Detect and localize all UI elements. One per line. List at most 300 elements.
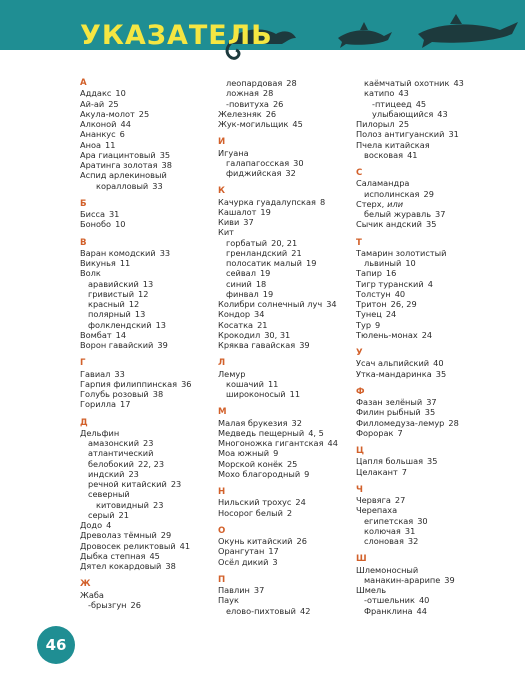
entry-pages: 37 xyxy=(253,585,265,595)
entry-term: Полоз антигуанский xyxy=(356,129,445,140)
index-entry xyxy=(218,289,355,299)
index-entry xyxy=(356,526,516,536)
entry-term: Малая брукезия xyxy=(218,417,288,428)
entry-term: Стерх, xyxy=(356,198,385,209)
entry-term: широконосый xyxy=(226,389,286,399)
entry-term: Аратинга золотая xyxy=(80,160,158,170)
index-column-1 xyxy=(80,78,218,610)
entry-term: белый журавль xyxy=(364,209,432,219)
entry-term: северный xyxy=(88,489,130,500)
index-entry xyxy=(356,456,516,466)
entry-pages: 35 xyxy=(159,149,171,160)
entry-term: исполинская xyxy=(364,188,420,199)
entry-pages: 2 xyxy=(286,507,293,518)
index-entry xyxy=(218,119,355,129)
entry-pages: 33 xyxy=(152,180,163,191)
entry-pages: 19 xyxy=(260,206,271,217)
index-entry xyxy=(218,340,355,350)
index-entry xyxy=(218,330,355,340)
index-entry xyxy=(356,495,516,505)
entry-pages: 39 xyxy=(157,340,168,350)
entry-pages: 21 xyxy=(257,319,268,330)
entry-pages: 23 xyxy=(143,438,154,448)
entry-term: Окунь китайский xyxy=(218,536,293,546)
index-entry xyxy=(218,197,355,207)
entry-pages: 4 xyxy=(106,520,112,530)
entry-term: Жаба xyxy=(80,589,104,600)
index-entry xyxy=(356,189,516,199)
entry-term: восковая xyxy=(364,149,404,160)
entry-term: Саламандра xyxy=(356,178,410,189)
entry-term: Орангутан xyxy=(218,546,265,557)
entry-term: Тритон xyxy=(356,299,387,309)
entry-pages: 22, 23 xyxy=(137,458,165,469)
index-entry xyxy=(218,546,355,556)
index-entry xyxy=(218,320,355,330)
entry-term: Утка-мандаринка xyxy=(356,368,432,379)
index-entry xyxy=(80,448,218,458)
entry-pages: 21 xyxy=(291,247,302,258)
entry-pages: 8 xyxy=(319,196,326,207)
entry-term: Кряква гавайская xyxy=(218,340,296,350)
entry-pages: 29 xyxy=(423,188,434,199)
index-entry xyxy=(80,309,218,319)
entry-pages: 13 xyxy=(142,278,154,289)
entry-term: гренландский xyxy=(226,247,288,258)
entry-term: полосатик малый xyxy=(226,258,302,268)
entry-term: Фазан зелёный xyxy=(356,397,423,407)
entry-term: Бонобо xyxy=(80,219,112,230)
index-column-2 xyxy=(218,78,355,616)
index-entry xyxy=(356,595,516,605)
index-entry xyxy=(356,109,516,119)
entry-term: Дятел кокардовый xyxy=(80,561,162,571)
index-entry xyxy=(356,606,516,616)
entry-term: Дровосек реликтовый xyxy=(80,540,176,551)
entry-term: кошачий xyxy=(226,378,264,389)
index-entry xyxy=(218,369,355,379)
entry-term: синий xyxy=(226,278,252,289)
entry-pages: 7 xyxy=(397,427,403,438)
entry-term: слоновая xyxy=(364,536,404,546)
index-entry xyxy=(356,119,516,129)
index-letter-heading: Н xyxy=(218,487,226,497)
entry-pages: 28 xyxy=(262,88,274,99)
entry-term: колючая xyxy=(364,525,401,536)
entry-pages: 35 xyxy=(424,407,436,418)
entry-pages: 13 xyxy=(155,319,166,330)
index-letter-heading: Ч xyxy=(356,484,363,495)
entry-term: Аддакс xyxy=(80,88,112,99)
entry-term: леопардовая xyxy=(226,78,283,88)
entry-term: катипо xyxy=(364,88,395,99)
index-entry xyxy=(356,358,516,368)
entry-term: белобокий xyxy=(88,458,134,469)
entry-term: Голубь розовый xyxy=(80,389,149,399)
index-letter-heading: Ж xyxy=(80,579,91,590)
index-entry xyxy=(80,590,218,600)
index-letter-heading: Т xyxy=(356,237,362,248)
entry-term: -повитуха xyxy=(226,98,269,109)
entry-pages: 44 xyxy=(416,605,427,616)
entry-pages: 26 xyxy=(272,98,284,109)
entry-pages: 10 xyxy=(115,219,126,230)
index-entry xyxy=(218,389,355,399)
index-entry xyxy=(218,217,355,227)
entry-term: финвал xyxy=(226,288,259,299)
entry-pages: 32 xyxy=(285,168,296,178)
entry-term: улыбающийся xyxy=(372,108,434,119)
entry-term: -птицеед xyxy=(372,98,412,109)
index-entry xyxy=(80,510,218,520)
entry-pages: 39 xyxy=(444,574,455,585)
index-entry xyxy=(356,268,516,278)
entry-pages: 4, 5 xyxy=(308,427,324,438)
index-entry xyxy=(80,181,218,191)
entry-pages: 17 xyxy=(268,546,279,557)
entry-term: Тигр туранский xyxy=(356,278,424,289)
index-entry xyxy=(356,140,516,150)
entry-pages: 35 xyxy=(435,368,447,379)
entry-term: Гавиал xyxy=(80,368,111,379)
index-entry xyxy=(218,227,355,237)
entry-pages: 45 xyxy=(292,119,303,129)
index-entry xyxy=(80,258,218,268)
entry-pages: 25 xyxy=(286,458,298,469)
entry-pages: 31 xyxy=(404,525,416,536)
index-entry xyxy=(218,497,355,507)
entry-pages: 24 xyxy=(385,309,397,320)
entry-pages: 44 xyxy=(120,119,131,129)
index-entry xyxy=(356,565,516,575)
entry-term: Шлемоносный xyxy=(356,564,419,575)
entry-pages: 26 xyxy=(296,536,307,546)
entry-term: фиджийская xyxy=(226,168,282,178)
entry-term: Тамарин золотистый xyxy=(356,247,447,258)
entry-term: Пчела китайская xyxy=(356,139,430,150)
index-letter-heading: О xyxy=(218,525,226,536)
entry-pages: 43 xyxy=(453,78,464,88)
index-entry xyxy=(80,160,218,170)
index-entry xyxy=(80,150,218,160)
entry-term: Филломедуза-лемур xyxy=(356,417,445,428)
index-entry xyxy=(80,340,218,350)
index-letter-heading: К xyxy=(218,186,226,197)
entry-term: Многоножка гигантская xyxy=(218,438,324,448)
entry-term: Целакант xyxy=(356,466,398,477)
entry-term: Ай-ай xyxy=(80,98,105,109)
entry-pages: 37 xyxy=(243,217,254,227)
entry-pages: 16 xyxy=(385,268,397,279)
index-letter-heading: Г xyxy=(80,358,86,369)
entry-pages: 30, 31 xyxy=(264,329,291,340)
entry-pages: 43 xyxy=(398,88,409,99)
index-entry xyxy=(80,88,218,98)
entry-term: -брызгун xyxy=(88,599,127,610)
entry-term: Киви xyxy=(218,217,240,227)
entry-pages: 25 xyxy=(398,119,410,129)
index-letter-heading: У xyxy=(356,348,363,358)
entry-pages: 36 xyxy=(181,378,192,389)
index-entry xyxy=(80,530,218,540)
entry-term: каёмчатый охотник xyxy=(364,78,450,88)
entry-pages: 26 xyxy=(130,599,141,610)
entry-pages: 23 xyxy=(128,468,139,479)
entry-term: Усач альпийский xyxy=(356,358,430,369)
entry-pages: 29 xyxy=(160,530,172,541)
entry-pages: 45 xyxy=(149,550,160,561)
entry-term: Ворон гавайский xyxy=(80,340,154,350)
index-entry xyxy=(356,299,516,309)
entry-pages: 40 xyxy=(433,358,444,369)
index-entry xyxy=(218,99,355,109)
index-entry xyxy=(218,428,355,438)
index-entry xyxy=(218,595,355,605)
entry-pages: 32 xyxy=(407,536,419,546)
index-entry xyxy=(356,536,516,546)
entry-pages: 19 xyxy=(305,258,317,268)
index-entry xyxy=(356,320,516,330)
index-entry xyxy=(218,438,355,448)
entry-term: Игуана xyxy=(218,147,249,158)
entry-term: -отшельник xyxy=(364,595,415,606)
entry-pages: 9 xyxy=(304,468,310,479)
entry-pages: 9 xyxy=(273,448,279,459)
entry-pages: 43 xyxy=(437,108,448,119)
index-entry xyxy=(218,418,355,428)
index-entry xyxy=(218,606,355,616)
index-letter-heading: Д xyxy=(80,417,88,428)
entry-term: Носорог белый xyxy=(218,507,283,518)
entry-pages: 21 xyxy=(118,509,129,520)
index-entry xyxy=(80,109,218,119)
entry-pages: 42 xyxy=(299,605,311,616)
index-entry xyxy=(356,150,516,160)
entry-term: Горилла xyxy=(80,399,117,410)
entry-pages: 26, 29 xyxy=(390,299,417,309)
entry-term: речной китайский xyxy=(88,479,167,489)
entry-pages: 14 xyxy=(115,329,127,340)
entry-term: красный xyxy=(88,299,125,309)
index-entry xyxy=(218,379,355,389)
index-entry xyxy=(80,140,218,150)
entry-term: Нильский трохус xyxy=(218,497,292,508)
entry-term: Черепаха xyxy=(356,505,398,516)
index-entry xyxy=(80,268,218,278)
index-entry xyxy=(356,309,516,319)
index-entry xyxy=(80,289,218,299)
entry-term: львиный xyxy=(364,258,402,268)
entry-term: Дельфин xyxy=(80,427,120,438)
entry-term: галапагосская xyxy=(226,157,290,168)
index-letter-heading: М xyxy=(218,407,227,418)
page-number: 46 xyxy=(37,626,75,664)
index-entry xyxy=(356,418,516,428)
entry-term: Франклина xyxy=(364,605,413,616)
entry-term: Кит xyxy=(218,227,234,238)
entry-term: Толстун xyxy=(356,288,391,299)
entry-term: Сычик андский xyxy=(356,219,423,230)
index-entry xyxy=(356,397,516,407)
index-entry xyxy=(80,520,218,530)
entry-term: Бисса xyxy=(80,209,105,219)
index-letter-heading: С xyxy=(356,168,363,178)
entry-term: ложная xyxy=(226,88,259,99)
index-entry xyxy=(218,268,355,278)
entry-term: Червяга xyxy=(356,495,391,505)
entry-pages: 31 xyxy=(108,209,120,219)
entry-term: полярный xyxy=(88,309,131,320)
entry-term: китовидный xyxy=(96,499,149,510)
index-entry xyxy=(80,551,218,561)
index-entry xyxy=(356,219,516,229)
entry-pages: 38 xyxy=(152,389,164,399)
index-entry xyxy=(218,279,355,289)
index-entry xyxy=(218,309,355,319)
entry-term: Викунья xyxy=(80,258,116,268)
index-entry xyxy=(80,330,218,340)
entry-pages: 3 xyxy=(272,556,278,567)
index-entry xyxy=(356,88,516,98)
index-entry xyxy=(356,516,516,526)
index-entry xyxy=(218,258,355,268)
entry-term: Морской конёк xyxy=(218,458,283,469)
index-entry xyxy=(80,129,218,139)
entry-pages: 44 xyxy=(327,438,338,448)
index-entry xyxy=(80,219,218,229)
entry-pages: 11 xyxy=(289,389,301,399)
index-entry xyxy=(356,248,516,258)
index-entry xyxy=(356,428,516,438)
entry-term: Ананкус xyxy=(80,129,116,140)
entry-pages: 37 xyxy=(426,397,437,407)
index-entry xyxy=(218,148,355,158)
entry-term: Акула-молот xyxy=(80,108,135,119)
entry-pages: 35 xyxy=(427,456,438,467)
index-entry xyxy=(356,129,516,139)
index-entry xyxy=(218,469,355,479)
entry-pages: 23 xyxy=(153,499,164,510)
index-entry xyxy=(80,469,218,479)
entry-pages: 10 xyxy=(405,258,416,268)
entry-term: Волк xyxy=(80,268,101,279)
entry-pages: 35 xyxy=(426,219,437,230)
entry-pages: 4 xyxy=(427,278,433,289)
entry-pages: 34 xyxy=(254,309,265,320)
index-entry xyxy=(80,500,218,510)
entry-term: Крокодил xyxy=(218,329,261,340)
entry-term: коралловый xyxy=(96,180,149,191)
entry-pages: 9 xyxy=(375,319,381,330)
entry-pages: 24 xyxy=(421,329,433,340)
entry-pages: 38 xyxy=(161,160,172,170)
dolphin-silhouette-icon xyxy=(338,30,392,48)
entry-term: Древолаз тёмный xyxy=(80,530,157,541)
index-letter-heading: Б xyxy=(80,198,87,209)
entry-term: Колибри солнечный луч xyxy=(218,299,323,309)
index-entry xyxy=(80,600,218,610)
index-letter-heading: И xyxy=(218,137,226,148)
entry-pages: 40 xyxy=(418,595,430,606)
entry-pages: 30 xyxy=(417,515,428,526)
index-entry xyxy=(356,178,516,188)
entry-term: серый xyxy=(88,509,115,520)
entry-term: Паук xyxy=(218,595,239,606)
entry-pages: 19 xyxy=(262,288,274,299)
index-entry xyxy=(80,320,218,330)
entry-pages: 11 xyxy=(119,258,131,268)
entry-pages: 33 xyxy=(114,368,125,379)
dolphin-silhouette-icon xyxy=(418,22,518,48)
index-column-3 xyxy=(356,78,516,616)
index-letter-heading: П xyxy=(218,574,226,585)
index-entry xyxy=(80,99,218,109)
entry-pages: 39 xyxy=(299,340,310,350)
entry-pages: 12 xyxy=(138,288,149,299)
entry-term: Пилорыл xyxy=(356,119,395,129)
entry-term: Железняк xyxy=(218,108,262,119)
index-entry xyxy=(80,299,218,309)
index-letter-heading: А xyxy=(80,78,87,88)
entry-pages: 25 xyxy=(108,98,119,109)
entry-pages: 27 xyxy=(394,495,406,505)
entry-pages: 18 xyxy=(255,278,267,289)
page-title: УКАЗАТЕЛЬ xyxy=(80,20,273,51)
entry-term: Кондор xyxy=(218,309,251,320)
index-entry xyxy=(218,585,355,595)
entry-term: Тур xyxy=(356,319,372,330)
entry-term: Кашалот xyxy=(218,206,257,217)
entry-pages: 19 xyxy=(259,268,271,279)
index-entry xyxy=(356,199,516,209)
entry-pages: 33 xyxy=(159,247,171,258)
index-entry xyxy=(80,248,218,258)
index-entry xyxy=(80,209,218,219)
entry-term: Жук-могильщик xyxy=(218,119,289,129)
index-entry xyxy=(80,428,218,438)
index-entry xyxy=(218,88,355,98)
entry-term: Медведь пещерный xyxy=(218,427,305,438)
index-entry xyxy=(356,407,516,417)
entry-pages: 32 xyxy=(291,417,302,428)
entry-pages: 24 xyxy=(295,497,306,508)
entry-term: Тапир xyxy=(356,268,382,279)
index-entry xyxy=(80,119,218,129)
entry-pages: 23 xyxy=(170,479,182,489)
index-entry xyxy=(218,299,355,309)
entry-term: атлантический xyxy=(88,448,154,459)
index-entry xyxy=(80,489,218,499)
index-entry xyxy=(80,561,218,571)
index-entry xyxy=(80,389,218,399)
page-header xyxy=(0,0,525,66)
index-entry xyxy=(218,448,355,458)
entry-term: фолклендский xyxy=(88,319,152,330)
index-entry xyxy=(218,168,355,178)
entry-term: индский xyxy=(88,468,125,479)
entry-term: Филин рыбный xyxy=(356,407,421,418)
entry-term: Косатка xyxy=(218,319,254,330)
entry-term: манакин-арарипе xyxy=(364,574,441,585)
entry-pages: 34 xyxy=(326,299,337,309)
index-entry xyxy=(80,369,218,379)
entry-italic: или xyxy=(387,198,404,209)
entry-pages: 28 xyxy=(286,78,297,88)
entry-pages: 28 xyxy=(448,417,459,428)
index-entry xyxy=(356,99,516,109)
entry-term: гривистый xyxy=(88,288,135,299)
entry-term: Цапля большая xyxy=(356,456,424,467)
